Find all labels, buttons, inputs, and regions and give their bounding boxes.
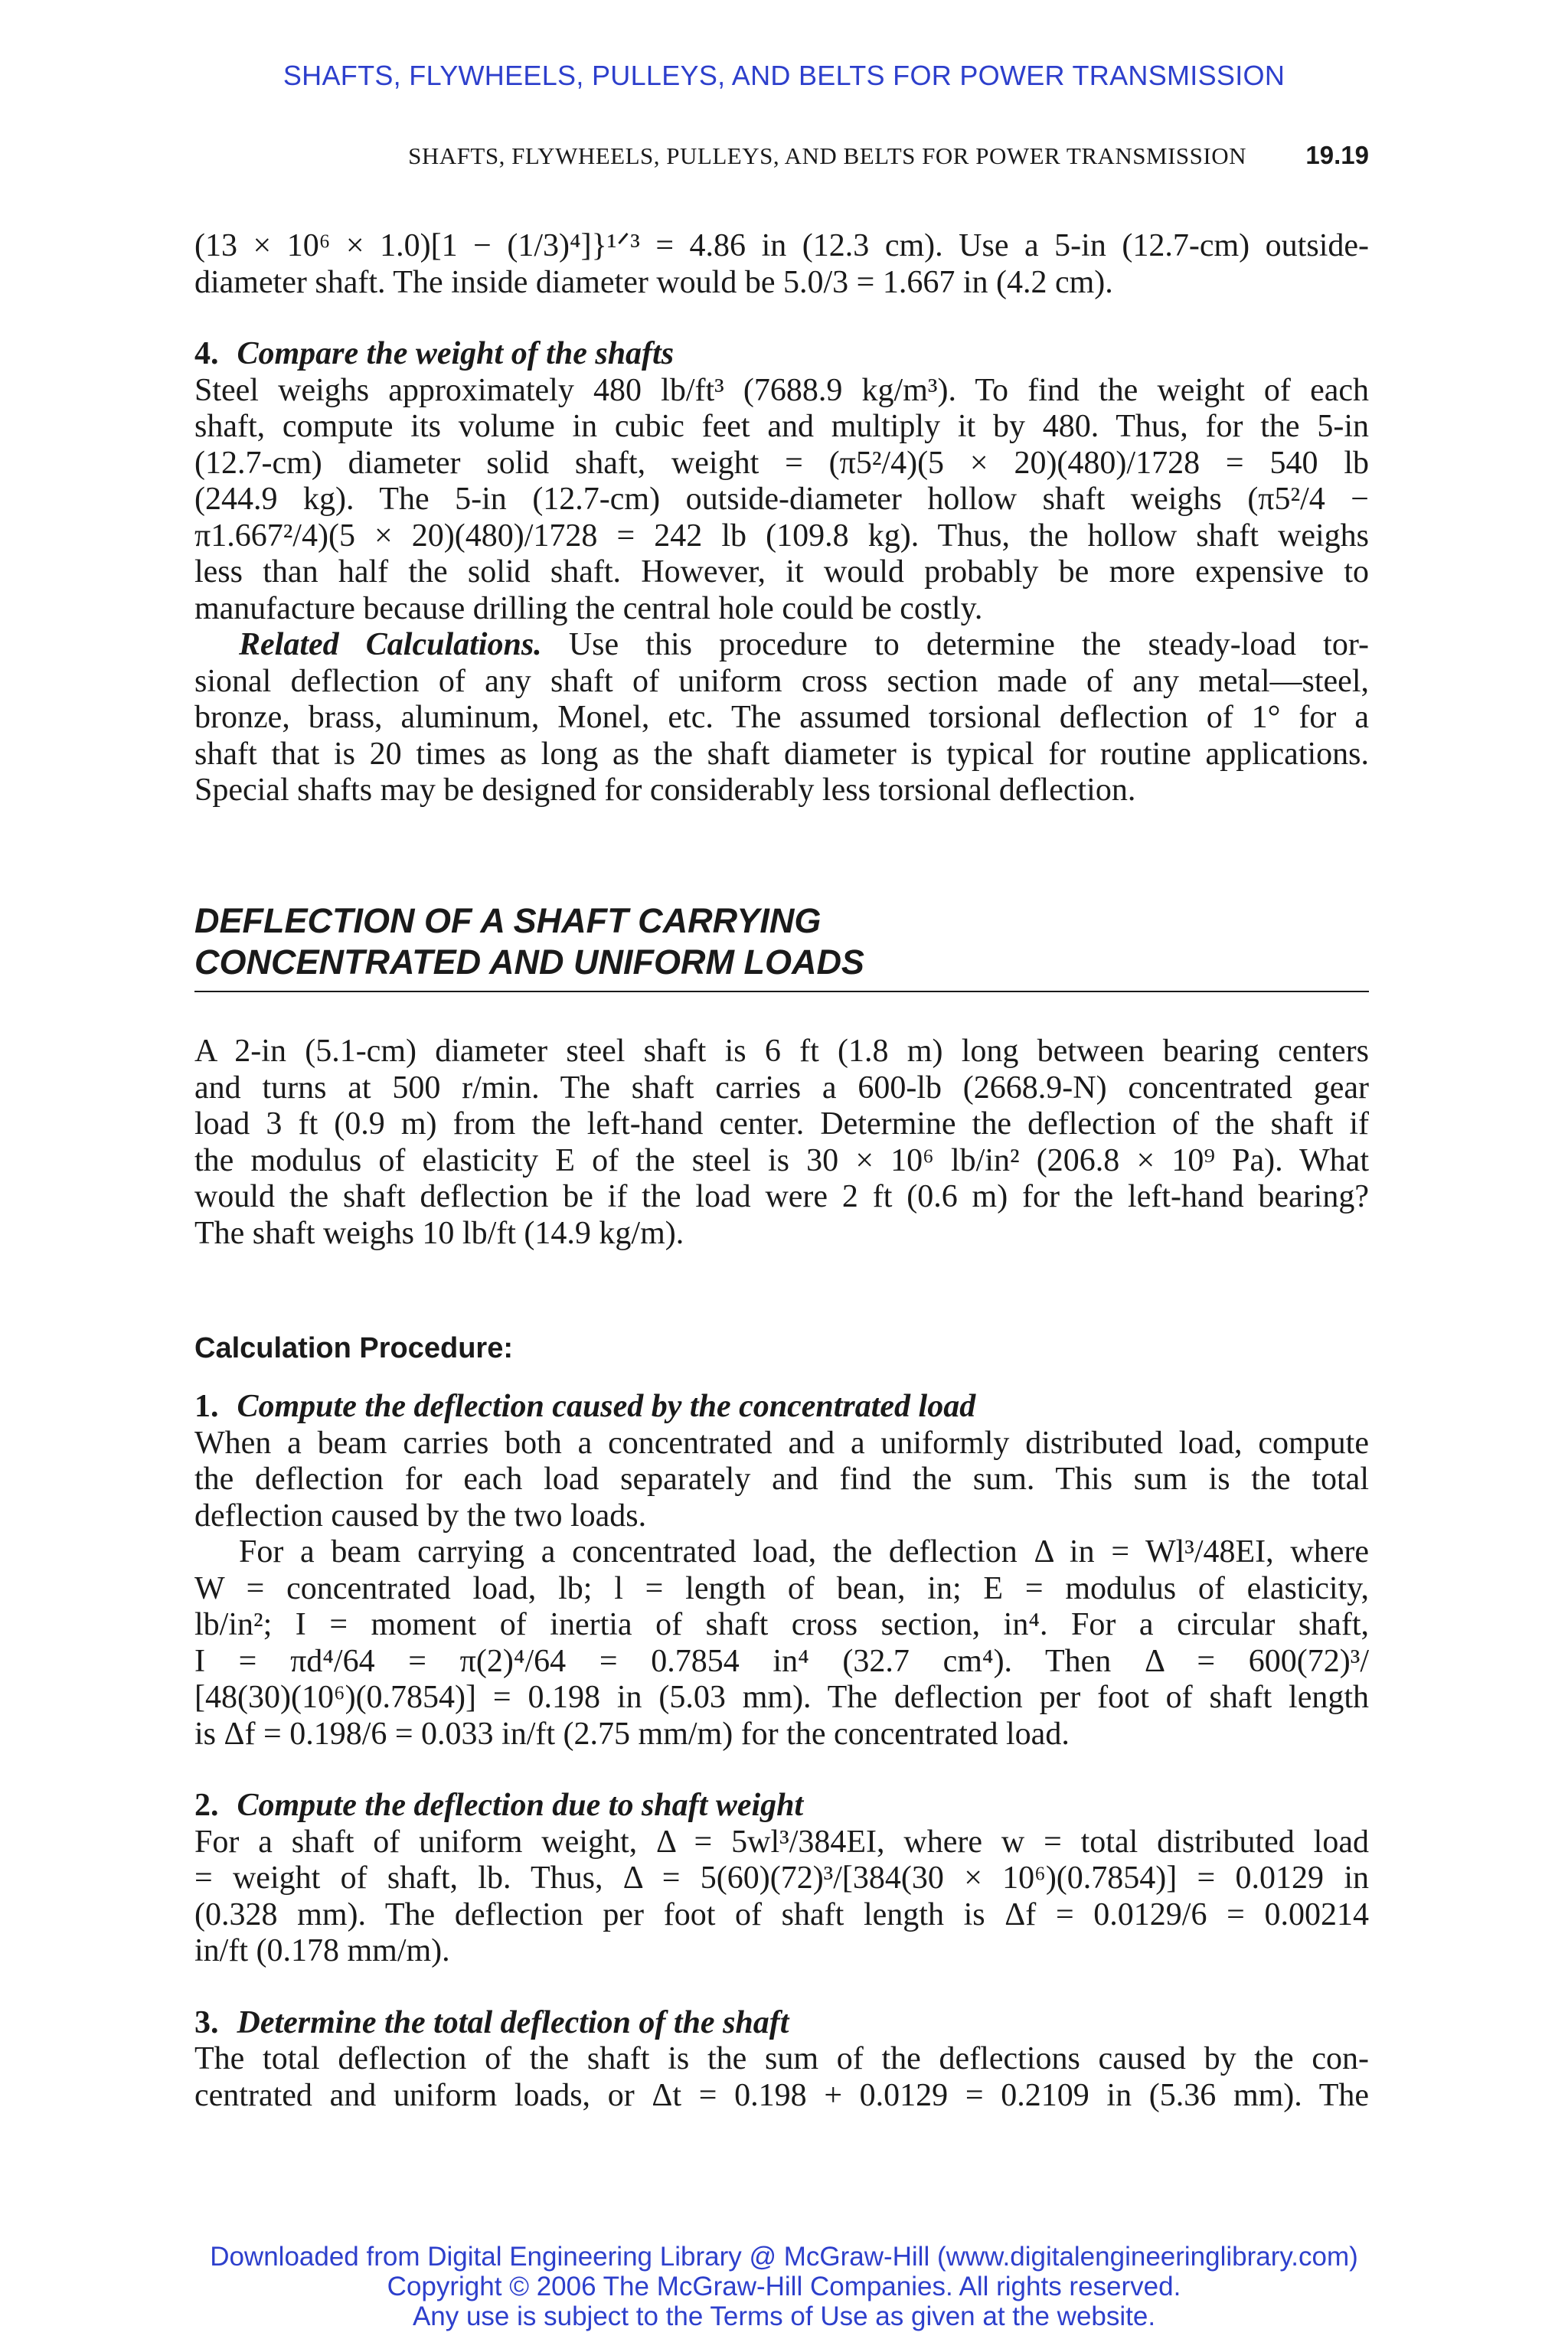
step-4-line: Steel weighs approximately 480 lb/ft³ (7688.9 kg/m³). To find the weight of each	[194, 372, 1369, 408]
step-1-para2-line: I = πd⁴/64 = π(2)⁴/64 = 0.7854 in⁴ (32.7 cm⁴). Then Δ = 600(72)³/	[194, 1643, 1369, 1679]
step-4-heading	[194, 336, 1369, 373]
problem-line: The shaft weighs 10 lb/ft (14.9 kg/m).	[194, 1215, 684, 1251]
footer-download-link[interactable]: Downloaded from Digital Engineering Library @ McGraw-Hill (www.digitalengineeringlibrary.com)	[210, 2242, 1358, 2272]
problem-line: would the shaft deflection be if the load were 2 ft (0.6 m) for the left-hand bearing?	[194, 1179, 1369, 1214]
calculation-procedure-heading: Calculation Procedure:	[194, 1332, 513, 1364]
step-1-title: Compute the deflection caused by the concentrated load	[237, 1389, 976, 1424]
step-1-para2-line: lb/in²; I = moment of inertia of shaft cross section, in⁴. For a circular shaft,	[194, 1607, 1369, 1642]
step-1-line: When a beam carries both a concentrated and a uniformly distributed load, compute	[194, 1425, 1369, 1461]
related-line: sional deflection of any shaft of uniform cross section made of any metal—steel,	[194, 663, 1369, 699]
step-1-para2-line: [48(30)(10⁶)(0.7854)] = 0.198 in (5.03 mm). The deflection per foot of shaft length	[194, 1680, 1369, 1715]
running-head-title: SHAFTS, FLYWHEELS, PULLEYS, AND BELTS FOR POWER TRANSMISSION	[408, 142, 1246, 169]
step-4-line: π1.667²/4)(5 × 20)(480)/1728 = 242 lb (109.8 kg). Thus, the hollow shaft weighs	[194, 518, 1369, 554]
step-4-line: shaft, compute its volume in cubic feet and multiply it by 480. Thus, for the 5-in	[194, 409, 1369, 444]
step-1-number: 1.	[194, 1389, 219, 1424]
chapter-banner-link[interactable]: SHAFTS, FLYWHEELS, PULLEYS, AND BELTS FOR POWER TRANSMISSION	[283, 60, 1285, 91]
problem-line: load 3 ft (0.9 m) from the left-hand center. Determine the deflection of the shaft if	[194, 1106, 1369, 1142]
step-2-number: 2.	[194, 1788, 219, 1823]
step-4-line: less than half the solid shaft. However, it would probably be more expensive to	[194, 554, 1369, 590]
related-line: bronze, brass, aluminum, Monel, etc. The assumed torsional deflection of 1° for a	[194, 700, 1369, 735]
step-2-line: For a shaft of uniform weight, Δ = 5wl³/384EI, where w = total distributed load	[194, 1824, 1369, 1860]
footer-terms-link[interactable]: Any use is subject to the Terms of Use as given at the website.	[412, 2301, 1156, 2331]
problem-line: A 2-in (5.1-cm) diameter steel shaft is 6 ft (1.8 m) long between bearing centers	[194, 1034, 1369, 1069]
running-head	[194, 142, 1369, 173]
related-calculations-label: Related Calculations.	[239, 627, 542, 662]
section-heading	[194, 900, 1369, 992]
step-2-line: in/ft (0.178 mm/m).	[194, 1933, 450, 1968]
text-block-lower	[194, 1389, 1369, 2114]
problem-statement	[194, 1034, 1369, 1252]
intro-line-2: diameter shaft. The inside diameter would be 5.0/3 = 1.667 in (4.2 cm).	[194, 264, 1113, 300]
step-4-title: Compare the weight of the shafts	[237, 336, 675, 371]
intro-line-1: (13 × 10⁶ × 1.0)[1 − (1/3)⁴]}¹ᐟ³ = 4.86 in (12.3 cm). Use a 5-in (12.7-cm) outside-	[194, 228, 1369, 263]
step-4-line: (244.9 kg). The 5-in (12.7-cm) outside-diameter hollow shaft weighs (π5²/4 −	[194, 482, 1369, 517]
step-3-line: The total deflection of the shaft is the sum of the deflections caused by the con-	[194, 2041, 1369, 2076]
step-2-heading	[194, 1788, 1369, 1824]
footer-copyright: Copyright © 2006 The McGraw-Hill Companies. All rights reserved.	[387, 2272, 1181, 2301]
footer	[0, 2242, 1568, 2331]
step-4-number: 4.	[194, 336, 219, 371]
problem-line: the modulus of elasticity E of the steel is 30 × 10⁶ lb/in² (206.8 × 10⁹ Pa). What	[194, 1142, 1369, 1178]
step-4-line: (12.7-cm) diameter solid shaft, weight = (π5²/4)(5 × 20)(480)/1728 = 540 lb	[194, 445, 1369, 481]
related-line-1	[194, 627, 1369, 664]
step-3-title: Determine the total deflection of the shaft	[237, 2004, 789, 2040]
step-2-line: (0.328 mm). The deflection per foot of shaft length is Δf = 0.0129/6 = 0.00214	[194, 1896, 1369, 1932]
step-4-line: manufacture because drilling the central hole could be costly.	[194, 590, 983, 626]
problem-line: and turns at 500 r/min. The shaft carries a 600-lb (2668.9-N) concentrated gear	[194, 1070, 1369, 1106]
step-1-para2-line: W = concentrated load, lb; l = length of bean, in; E = modulus of elasticity,	[194, 1570, 1369, 1606]
related-line: shaft that is 20 times as long as the shaft diameter is typical for routine applications.	[194, 736, 1369, 772]
step-2-line: = weight of shaft, lb. Thus, Δ = 5(60)(72)³/[384(30 × 10⁶)(0.7854)] = 0.0129 in	[194, 1860, 1369, 1896]
step-1-para2-line: is Δf = 0.198/6 = 0.033 in/ft (2.75 mm/m) for the concentrated load.	[194, 1716, 1070, 1752]
step-2-title: Compute the deflection due to shaft weight	[237, 1788, 804, 1823]
step-3-number: 3.	[194, 2004, 219, 2040]
step-1-para2-line: For a beam carrying a concentrated load, the deflection Δ in = Wl³/48EI, where	[239, 1534, 1369, 1570]
section-heading-line-2: CONCENTRATED AND UNIFORM LOADS	[194, 942, 864, 982]
related-line: Special shafts may be designed for considerably less torsional deflection.	[194, 773, 1136, 808]
step-3-heading	[194, 2005, 1369, 2042]
step-1-line: the deflection for each load separately and find the sum. This sum is the total	[194, 1462, 1369, 1497]
related-text: Use this procedure to determine the steady-load tor-	[541, 627, 1369, 662]
step-1-heading	[194, 1389, 1369, 1426]
step-3-line: centrated and uniform loads, or Δt = 0.198 + 0.0129 = 0.2109 in (5.36 mm). The	[194, 2077, 1369, 2113]
text-block-upper	[194, 228, 1369, 809]
page-number: 19.19	[1305, 141, 1369, 169]
step-1-line: deflection caused by the two loads.	[194, 1498, 647, 1534]
section-heading-line-1: DEFLECTION OF A SHAFT CARRYING	[194, 901, 822, 940]
